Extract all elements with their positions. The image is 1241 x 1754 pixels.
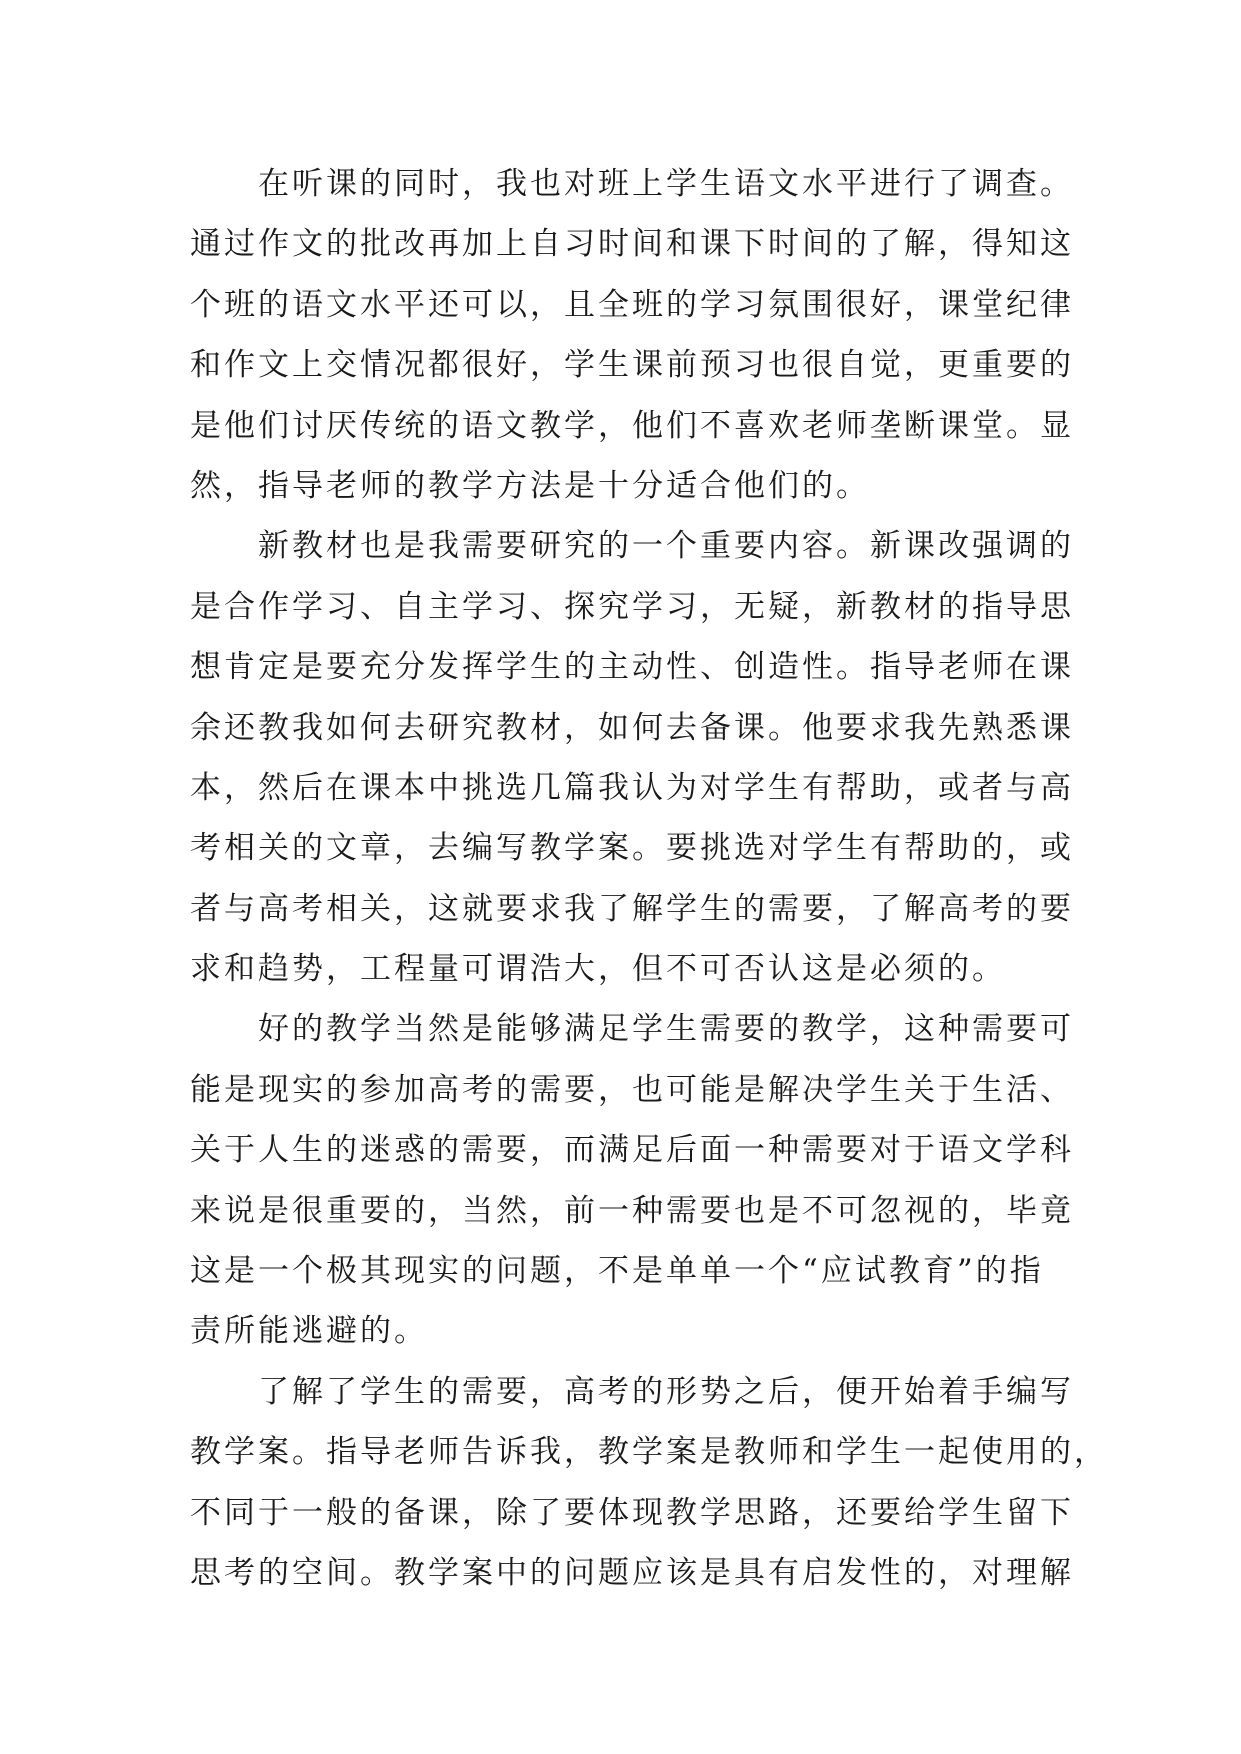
text-line: 新教材也是我需要研究的一个重要内容。新课改强调的 — [258, 528, 1074, 565]
text-line: 来说是很重要的，当然，前一种需要也是不可忽视的，毕竟 — [190, 1192, 1074, 1229]
text-line: 余还教我如何去研究教材，如何去备课。他要求我先熟悉课 — [190, 709, 1074, 746]
text-line: 关于人生的迷惑的需要，而满足后面一种需要对于语文学科 — [190, 1132, 1074, 1169]
text-line: 责所能逃避的。 — [190, 1313, 428, 1350]
text-line: 者与高考相关，这就要求我了解学生的需要，了解高考的要 — [190, 890, 1074, 927]
text-line: 了解了学生的需要，高考的形势之后，便开始着手编写 — [258, 1373, 1074, 1410]
text-line: 是合作学习、自主学习、探究学习，无疑，新教材的指导思 — [190, 588, 1074, 625]
text-line: 好的教学当然是能够满足学生需要的教学，这种需要可 — [258, 1011, 1074, 1048]
text-line: 这是一个极其现实的问题，不是单单一个“应试教育”的指 — [190, 1253, 1044, 1290]
text-line: 和作文上交情况都很好，学生课前预习也很自觉，更重要的 — [190, 347, 1074, 384]
text-line: 不同于一般的备课，除了要体现教学思路，还要给学生留下 — [190, 1494, 1074, 1531]
text-line: 思考的空间。教学案中的问题应该是具有启发性的，对理解 — [190, 1554, 1074, 1591]
text-line: 本，然后在课本中挑选几篇我认为对学生有帮助，或者与高 — [190, 769, 1074, 806]
text-line: 在听课的同时，我也对班上学生语文水平进行了调查。 — [258, 166, 1074, 202]
text-line: 然，指导老师的教学方法是十分适合他们的。 — [190, 467, 870, 504]
text-line: 教学案。指导老师告诉我，教学案是教师和学生一起使用的， — [190, 1434, 1108, 1471]
text-line: 求和趋势，工程量可谓浩大，但不可否认这是必须的。 — [190, 951, 1006, 988]
text-line: 个班的语文水平还可以，且全班的学习氛围很好，课堂纪律 — [190, 286, 1074, 323]
text-line: 通过作文的批改再加上自习时间和课下时间的了解，得知这 — [190, 226, 1074, 263]
body-text — [190, 154, 1108, 1603]
text-line: 想肯定是要充分发挥学生的主动性、创造性。指导老师在课 — [190, 649, 1074, 686]
text-line: 能是现实的参加高考的需要，也可能是解决学生关于生活、 — [190, 1071, 1074, 1108]
text-line: 是他们讨厌传统的语文教学，他们不喜欢老师垄断课堂。显 — [190, 407, 1074, 444]
text-line: 考相关的文章，去编写教学案。要挑选对学生有帮助的，或 — [190, 830, 1074, 867]
